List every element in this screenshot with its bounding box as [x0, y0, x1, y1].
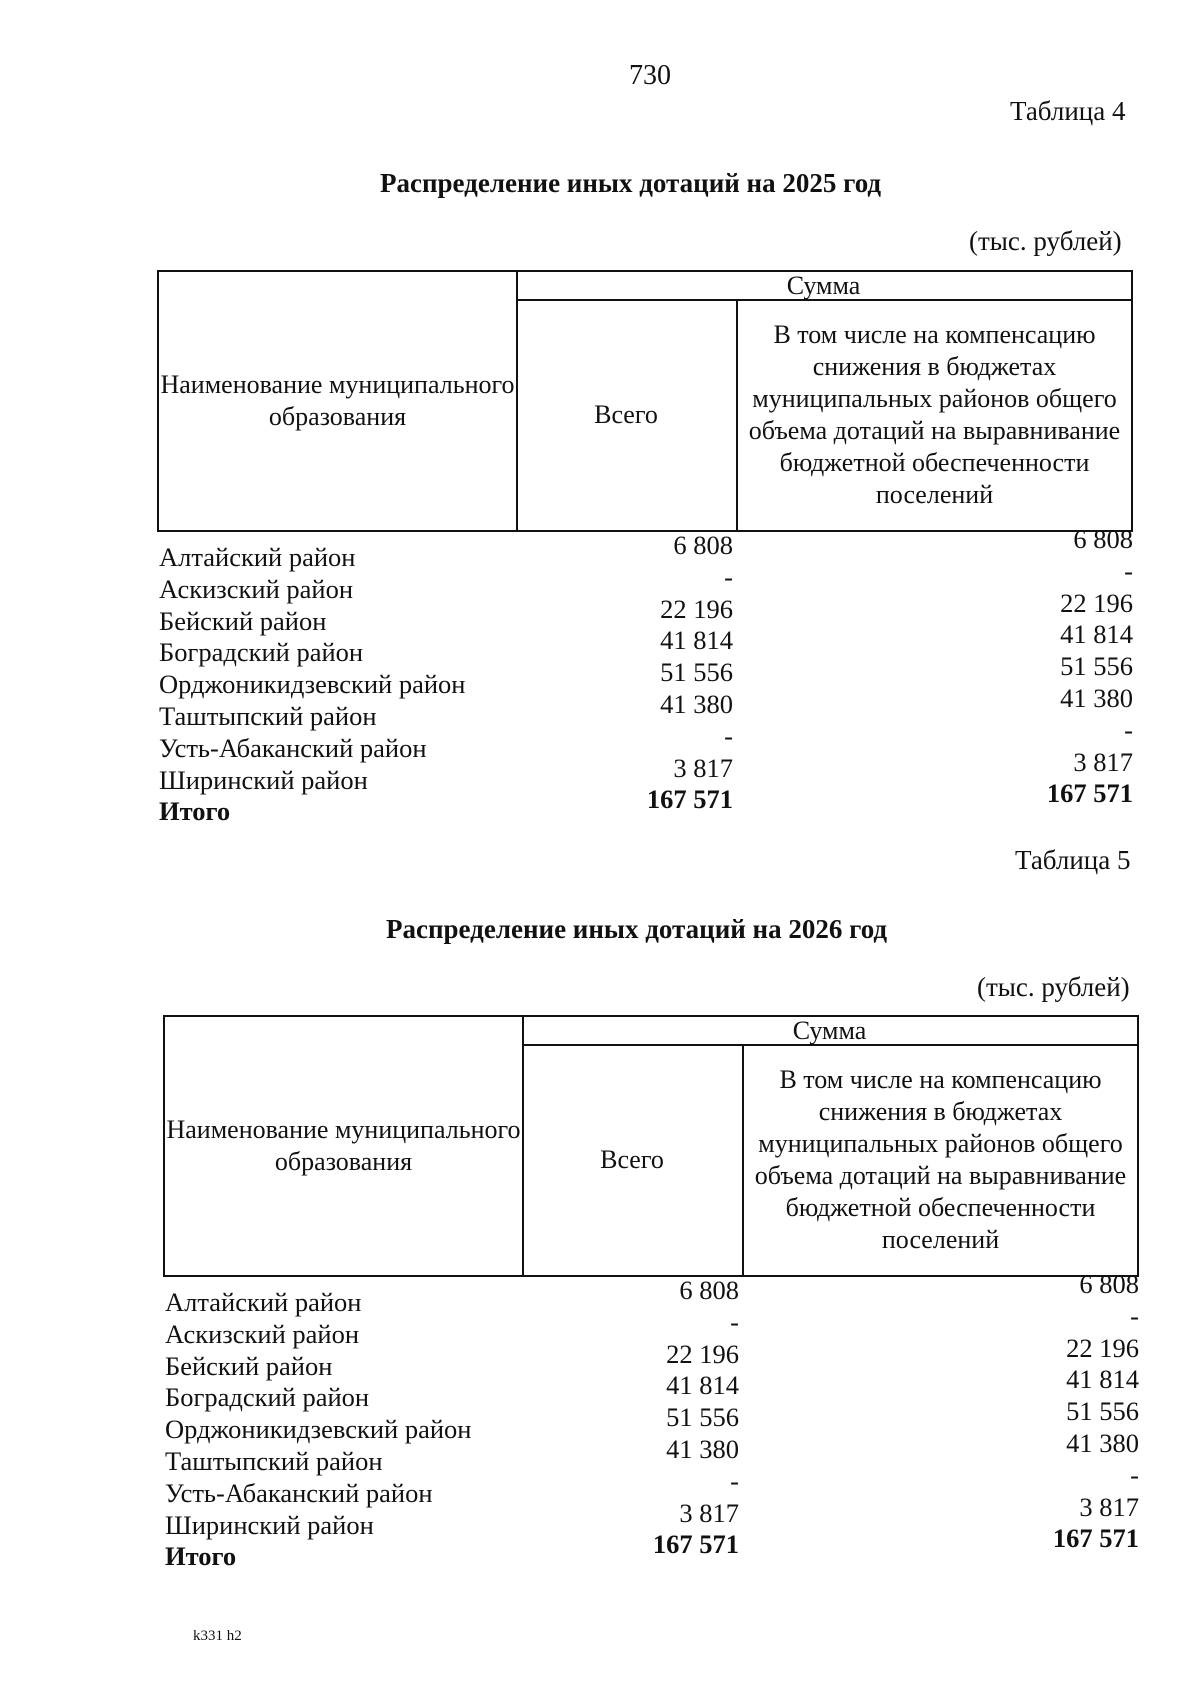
row-name: Таштыпский район	[165, 1445, 383, 1476]
row-total: 167 571	[646, 784, 733, 815]
row-incl: -	[1130, 1300, 1139, 1331]
row-incl: 51 556	[1066, 1396, 1139, 1427]
row-total: -	[724, 561, 733, 592]
row-name: Усть-Абаканский район	[165, 1477, 433, 1508]
table-body	[157, 524, 1133, 827]
table-header	[163, 1015, 1139, 1277]
row-name: Аскизский район	[159, 573, 354, 604]
row-name: Орджоникидзевский район	[159, 669, 466, 700]
footer-code: k331 h2	[193, 1628, 242, 1644]
row-total: 167 571	[652, 1529, 739, 1560]
table-title: Распределение иных дотаций на 2025 год	[380, 168, 882, 198]
row-total: -	[730, 1306, 739, 1337]
header-name-col: Наименование муниципального образования	[166, 1115, 521, 1176]
row-incl: 22 196	[1060, 587, 1133, 618]
row-total: 51 556	[660, 657, 733, 688]
row-total: 22 196	[660, 593, 733, 624]
row-total: 6 808	[679, 1275, 739, 1305]
row-name: Итого	[159, 796, 231, 827]
row-total: -	[724, 720, 733, 751]
units-note: (тыс. рублей)	[977, 972, 1130, 1002]
page-number: 730	[629, 60, 671, 91]
row-total: -	[730, 1465, 739, 1496]
row-incl: -	[1124, 714, 1133, 745]
row-total: 41 814	[666, 1370, 739, 1401]
table-title: Распределение иных дотаций на 2026 год	[386, 914, 888, 944]
header-sum-group: Сумма	[792, 1015, 867, 1045]
units-note: (тыс. рублей)	[969, 226, 1122, 256]
table-2026	[163, 1015, 1139, 1571]
table-label: Таблица 4	[1010, 96, 1126, 126]
table-row	[163, 1269, 1139, 1317]
row-incl: 22 196	[1066, 1332, 1139, 1363]
table-body	[163, 1269, 1139, 1572]
row-name: Алтайский район	[159, 542, 356, 572]
row-name: Итого	[165, 1541, 237, 1572]
header-incl-col: В том числе на компенсацию снижения в бюджетах муниципальных районов общего объема дотаций на выравнивание бюджетной обеспеченности поселений	[748, 319, 1121, 509]
row-total: 41 380	[666, 1433, 739, 1464]
row-incl: 3 817	[1079, 1491, 1139, 1522]
table-2025	[157, 270, 1133, 826]
row-incl: -	[1124, 555, 1133, 586]
row-incl: 41 814	[1066, 1364, 1139, 1395]
header-incl-col: В том числе на компенсацию снижения в бюджетах муниципальных районов общего объема дотаций на выравнивание бюджетной обеспеченности поселений	[754, 1064, 1127, 1254]
row-name: Боградский район	[165, 1382, 370, 1413]
row-name: Бейский район	[159, 605, 327, 636]
row-incl: 167 571	[1046, 778, 1133, 809]
row-incl: 51 556	[1060, 651, 1133, 682]
row-total: 41 380	[660, 688, 733, 719]
header-total-col: Всего	[600, 1144, 664, 1174]
header-name-col: Наименование муниципального образования	[160, 370, 515, 431]
row-total: 6 808	[673, 530, 733, 560]
row-incl: 167 571	[1052, 1523, 1139, 1554]
row-incl: 6 808	[1079, 1269, 1139, 1299]
row-total: 41 814	[660, 625, 733, 656]
row-total: 22 196	[666, 1338, 739, 1369]
row-total: 3 817	[673, 752, 733, 783]
row-name: Ширинский район	[165, 1509, 374, 1540]
header-total-col: Всего	[594, 399, 658, 429]
row-name: Орджоникидзевский район	[165, 1414, 472, 1445]
row-incl: 6 808	[1073, 524, 1133, 554]
row-incl: 41 380	[1060, 682, 1133, 713]
table-row	[157, 524, 1133, 572]
row-name: Аскизский район	[165, 1318, 360, 1349]
row-name: Ширинский район	[159, 764, 368, 795]
row-incl: -	[1130, 1459, 1139, 1490]
table-header	[157, 270, 1133, 532]
row-incl: 41 380	[1066, 1427, 1139, 1458]
row-incl: 41 814	[1060, 619, 1133, 650]
header-sum-group: Сумма	[786, 270, 861, 300]
row-incl: 3 817	[1073, 746, 1133, 777]
row-total: 51 556	[666, 1402, 739, 1433]
row-name: Усть-Абаканский район	[159, 732, 427, 763]
row-name: Боградский район	[159, 637, 364, 668]
row-name: Бейский район	[165, 1350, 333, 1381]
table-label: Таблица 5	[1015, 845, 1131, 875]
row-name: Таштыпский район	[159, 700, 377, 731]
row-total: 3 817	[679, 1497, 739, 1528]
row-name: Алтайский район	[165, 1287, 362, 1317]
